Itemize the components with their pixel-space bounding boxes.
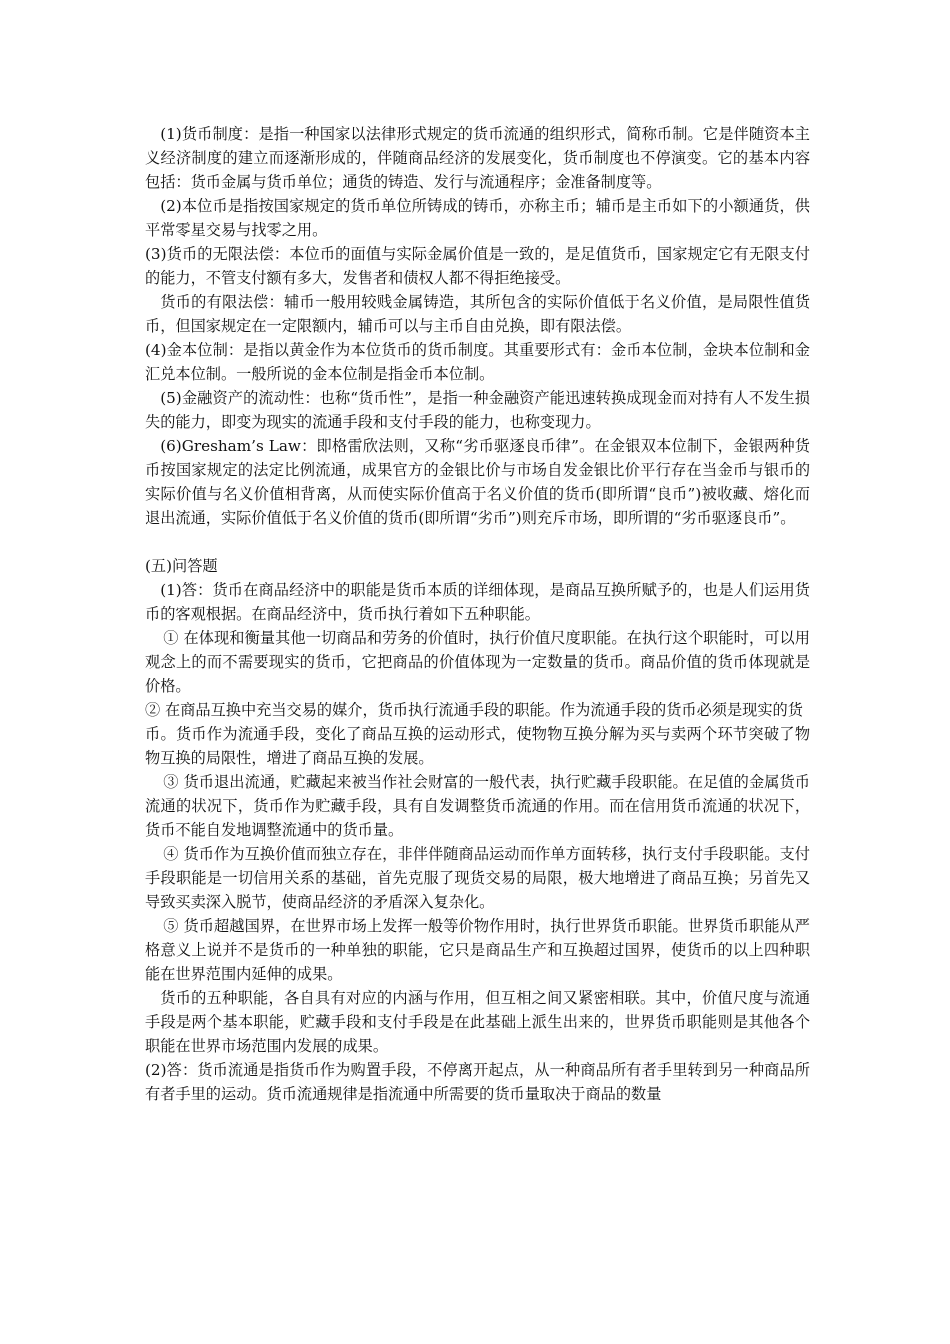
section-title: (五)问答题: [145, 557, 218, 575]
answer-1-item-3: ③ 货币退出流通，贮藏起来被当作社会财富的一般代表，执行贮藏手段职能。在足值的金属货币流通的状况下，货币作为贮藏手段，具有自发调整货币流通的作用。而在信用货币流通的状况下，货币不能自发地调整流通中的货币量。: [145, 773, 810, 839]
answer-1-summary: 货币的五种职能，各自具有对应的内涵与作用，但互相之间又紧密相联。其中，价值尺度与流通手段是两个基本职能，贮藏手段和支付手段是在此基础上派生出来的，世界货币职能则是其他各个职能在世界市场范围内发展的成果。: [145, 989, 810, 1055]
answer-1-intro: (1)答：货币在商品经济中的职能是货币本质的详细体现，是商品互换所赋予的，也是人们运用货币的客观根据。在商品经济中，货币执行着如下五种职能。: [145, 581, 810, 623]
paragraph-monetary-system: (1)货币制度：是指一种国家以法律形式规定的货币流通的组织形式，简称币制。它是伴随资本主义经济制度的建立而逐渐形成的，伴随商品经济的发展变化，货币制度也不停演变。它的基本内容包括：货币金属与货币单位；通货的铸造、发行与流通程序；金准备制度等。: [145, 125, 810, 191]
paragraph-standard-coin: (2)本位币是指按国家规定的货币单位所铸成的铸币，亦称主币；辅币是主币如下的小额通货，供平常零星交易与找零之用。: [145, 197, 810, 239]
document-body: [145, 122, 810, 1106]
answer-2: (2)答：货币流通是指货币作为购置手段，不停离开起点，从一种商品所有者手里转到另一种商品所有者手里的运动。货币流通规律是指流通中所需要的货币量取决于商品的数量: [145, 1061, 810, 1103]
paragraph-unlimited-legal-tender: (3)货币的无限法偿：本位币的面值与实际金属价值是一致的，是足值货币，国家规定它有无限支付的能力，不管支付额有多大，发售者和债权人都不得拒绝接受。: [145, 245, 810, 287]
answer-1-item-1: ① 在体现和衡量其他一切商品和劳务的价值时，执行价值尺度职能。在执行这个职能时，可以用观念上的而不需要现实的货币，它把商品的价值体现为一定数量的货币。商品价值的货币体现就是价格。: [145, 629, 810, 695]
answer-1-item-5: ⑤ 货币超越国界，在世界市场上发挥一般等价物作用时，执行世界货币职能。世界货币职能从严格意义上说并不是货币的一种单独的职能，它只是商品生产和互换超过国界，使货币的以上四种职能在世界范围内延伸的成果。: [145, 917, 810, 983]
paragraph-limited-legal-tender: 货币的有限法偿：辅币一般用较贱金属铸造，其所包含的实际价值低于名义价值，是局限性值货币，但国家规定在一定限额内，辅币可以与主币自由兑换，即有限法偿。: [145, 293, 810, 335]
paragraph-greshams-law: (6)Gresham’s Law：即格雷欣法则，又称“劣币驱逐良币律”。在金银双本位制下，金银两种货币按国家规定的法定比例流通，成果官方的金银比价与市场自发金银比价平行存在当金币与银币的实际价值与名义价值相背离，从而使实际价值高于名义价值的货币(即所谓“良币”)被收藏、熔化而退出流通，实际价值低于名义价值的货币(即所谓“劣币”)则充斥市场，即所谓的“劣币驱逐良币”。: [145, 437, 810, 527]
answer-1-item-2-cont: 币。货币作为流通手段，变化了商品互换的运动形式，使物物互换分解为买与卖两个环节突破了物物互换的局限性，增进了商品互换的发展。: [145, 725, 810, 767]
answer-1-item-2: ② 在商品互换中充当交易的媒介，货币执行流通手段的职能。作为流通手段的货币必须是现实的货: [145, 701, 803, 719]
answer-1-item-4: ④ 货币作为互换价值而独立存在，非伴伴随商品运动而作单方面转移，执行支付手段职能。支付手段职能是一切信用关系的基础，首先克服了现货交易的局限，极大地增进了商品互换；另首先又导致买卖深入脱节，使商品经济的矛盾深入复杂化。: [145, 845, 810, 911]
paragraph-gold-standard: (4)金本位制：是指以黄金作为本位货币的货币制度。其重要形式有：金币本位制，金块本位制和金汇兑本位制。一般所说的金本位制是指金币本位制。: [145, 341, 810, 383]
paragraph-liquidity: (5)金融资产的流动性：也称“货币性”，是指一种金融资产能迅速转换成现金而对持有人不发生损失的能力，即变为现实的流通手段和支付手段的能力，也称变现力。: [145, 389, 810, 431]
